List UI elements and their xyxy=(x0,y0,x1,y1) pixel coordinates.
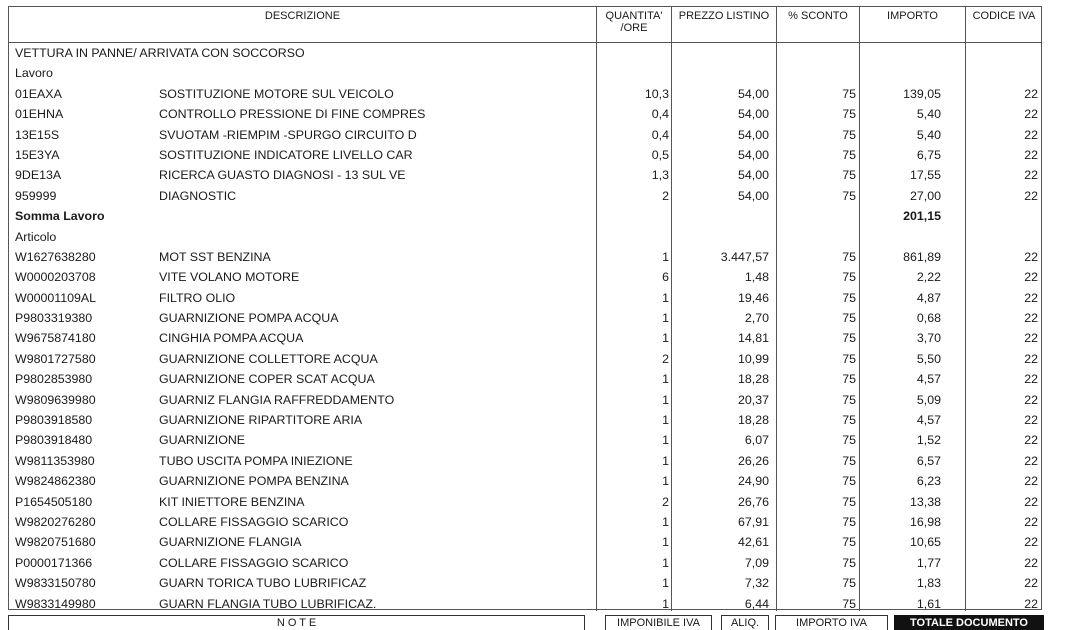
table-row xyxy=(9,349,1041,369)
cell-amt: 6,75 xyxy=(916,147,941,162)
cell-iva: 22 xyxy=(1024,596,1038,611)
table-row-section xyxy=(9,63,1041,83)
cell-qty: 1 xyxy=(662,433,669,448)
cell-qty: 1 xyxy=(662,372,669,387)
cell-amt: 5,50 xyxy=(916,351,941,366)
cell-qty: 2 xyxy=(662,494,669,509)
cell-desc: SOSTITUZIONE MOTORE SUL VEICOLO xyxy=(159,86,394,101)
cell-code: P0000171366 xyxy=(15,555,93,570)
cell-disc: 75 xyxy=(842,433,856,448)
cell-iva: 22 xyxy=(1024,555,1038,570)
cell-disc: 75 xyxy=(842,107,856,122)
cell-qty: 2 xyxy=(662,188,669,203)
cell-code: 959999 xyxy=(15,188,57,203)
cell-iva: 22 xyxy=(1024,331,1038,346)
cell-code: W9820276280 xyxy=(15,514,96,529)
table-row-sum xyxy=(9,206,1041,226)
cell-disc: 75 xyxy=(842,290,856,305)
cell-amt: 13,38 xyxy=(909,494,941,509)
cell-disc: 75 xyxy=(842,514,856,529)
cell-amt: 17,55 xyxy=(909,168,941,183)
table-row xyxy=(9,471,1041,491)
table-row xyxy=(9,594,1041,614)
cell-amt: 1,77 xyxy=(916,555,941,570)
cell-amt: 5,40 xyxy=(916,107,941,122)
cell-desc: MOT SST BENZINA xyxy=(159,249,271,264)
cell-price: 54,00 xyxy=(737,86,769,101)
cell-amt: 1,83 xyxy=(916,576,941,591)
cell-qty: 1 xyxy=(662,596,669,611)
cell-disc: 75 xyxy=(842,147,856,162)
cell-price: 42,61 xyxy=(737,535,769,550)
cell-disc: 75 xyxy=(842,474,856,489)
cell-disc: 75 xyxy=(842,188,856,203)
cell-amt: 0,68 xyxy=(916,311,941,326)
cell-desc: GUARN FLANGIA TUBO LUBRIFICAZ. xyxy=(159,596,377,611)
cell-price: 24,90 xyxy=(737,474,769,489)
cell-disc: 75 xyxy=(842,127,856,142)
cell-price: 6,44 xyxy=(744,596,769,611)
cell-iva: 22 xyxy=(1024,413,1038,428)
cell-amt: 861,89 xyxy=(903,249,941,264)
cell-qty: 1 xyxy=(662,555,669,570)
cell-price: 1,48 xyxy=(744,270,769,285)
cell-desc: SVUOTAM -RIEMPIM -SPURGO CIRCUITO D xyxy=(159,127,417,142)
cell-disc: 75 xyxy=(842,555,856,570)
table-row xyxy=(9,492,1041,512)
cell-code: P1654505180 xyxy=(15,494,93,509)
cell-desc: GUARNIZ FLANGIA RAFFREDDAMENTO xyxy=(159,392,395,407)
cell-disc: 75 xyxy=(842,331,856,346)
cell-qty: 1 xyxy=(662,535,669,550)
table-row xyxy=(9,104,1041,124)
footer-totale: TOTALE DOCUMENTO xyxy=(894,615,1044,630)
header-prezzo: PREZZO LISTINO xyxy=(678,10,770,22)
table-row xyxy=(9,430,1041,450)
section-label-lavoro: Lavoro xyxy=(15,66,53,81)
table-row xyxy=(9,328,1041,348)
cell-iva: 22 xyxy=(1024,514,1038,529)
cell-disc: 75 xyxy=(842,311,856,326)
table-header xyxy=(9,7,1041,43)
articolo-rows xyxy=(9,247,1041,614)
cell-desc: KIT INIETTORE BENZINA xyxy=(159,494,305,509)
section-title: VETTURA IN PANNE/ ARRIVATA CON SOCCORSO xyxy=(15,46,305,60)
cell-code: P9803918580 xyxy=(15,413,93,428)
cell-iva: 22 xyxy=(1024,372,1038,387)
cell-qty: 0,4 xyxy=(651,127,669,142)
cell-disc: 75 xyxy=(842,596,856,611)
cell-desc: COLLARE FISSAGGIO SCARICO xyxy=(159,514,349,529)
footer-imponibile: IMPONIBILE IVA xyxy=(605,615,712,630)
cell-desc: RICERCA GUASTO DIAGNOSI - 13 SUL VE xyxy=(159,168,406,183)
table-row xyxy=(9,410,1041,430)
cell-iva: 22 xyxy=(1024,270,1038,285)
cell-price: 7,32 xyxy=(744,576,769,591)
cell-disc: 75 xyxy=(842,270,856,285)
cell-disc: 75 xyxy=(842,86,856,101)
cell-amt: 139,05 xyxy=(903,86,941,101)
table-row xyxy=(9,553,1041,573)
cell-iva: 22 xyxy=(1024,433,1038,448)
cell-iva: 22 xyxy=(1024,107,1038,122)
cell-desc: CONTROLLO PRESSIONE DI FINE COMPRES xyxy=(159,107,426,122)
cell-qty: 1 xyxy=(662,576,669,591)
cell-iva: 22 xyxy=(1024,494,1038,509)
lavoro-rows xyxy=(9,84,1041,206)
cell-disc: 75 xyxy=(842,168,856,183)
cell-desc: SOSTITUZIONE INDICATORE LIVELLO CAR xyxy=(159,147,413,162)
cell-price: 54,00 xyxy=(737,188,769,203)
cell-desc: VITE VOLANO MOTORE xyxy=(159,270,300,285)
table-row xyxy=(9,369,1041,389)
cell-price: 10,99 xyxy=(737,351,769,366)
cell-iva: 22 xyxy=(1024,147,1038,162)
cell-qty: 2 xyxy=(662,351,669,366)
cell-code: P9803319380 xyxy=(15,311,93,326)
cell-amt: 3,70 xyxy=(916,331,941,346)
cell-desc: GUARNIZIONE COPER SCAT ACQUA xyxy=(159,372,375,387)
cell-code: W9820751680 xyxy=(15,535,96,550)
cell-iva: 22 xyxy=(1024,168,1038,183)
cell-code: W9824862380 xyxy=(15,474,96,489)
cell-price: 54,00 xyxy=(737,127,769,142)
cell-qty: 1 xyxy=(662,311,669,326)
cell-desc: GUARNIZIONE FLANGIA xyxy=(159,535,302,550)
cell-code: W9833149980 xyxy=(15,596,96,611)
cell-disc: 75 xyxy=(842,453,856,468)
table-row xyxy=(9,186,1041,206)
table-row xyxy=(9,390,1041,410)
cell-price: 3.447,57 xyxy=(720,249,769,264)
cell-code: 15E3YA xyxy=(15,147,60,162)
header-descrizione: DESCRIZIONE xyxy=(264,10,341,22)
cell-desc: GUARNIZIONE xyxy=(159,433,246,448)
table-row xyxy=(9,267,1041,287)
cell-disc: 75 xyxy=(842,351,856,366)
cell-desc: GUARN TORICA TUBO LUBRIFICAZ xyxy=(159,576,367,591)
footer-aliq: ALIQ. xyxy=(721,615,769,630)
cell-desc: FILTRO OLIO xyxy=(159,290,236,305)
cell-amt: 10,65 xyxy=(909,535,941,550)
cell-code: W0000203708 xyxy=(15,270,96,285)
sum-label: Somma Lavoro xyxy=(15,209,105,224)
header-quantita-line1: QUANTITA' xyxy=(605,10,663,22)
cell-price: 6,07 xyxy=(744,433,769,448)
cell-iva: 22 xyxy=(1024,576,1038,591)
header-codice-iva: CODICE IVA xyxy=(972,10,1036,22)
cell-qty: 1 xyxy=(662,392,669,407)
cell-disc: 75 xyxy=(842,372,856,387)
cell-desc: GUARNIZIONE RIPARTITORE ARIA xyxy=(159,413,363,428)
table-row xyxy=(9,125,1041,145)
cell-qty: 1,3 xyxy=(651,168,669,183)
cell-iva: 22 xyxy=(1024,290,1038,305)
cell-price: 26,76 xyxy=(737,494,769,509)
cell-qty: 10,3 xyxy=(644,86,669,101)
cell-desc: GUARNIZIONE POMPA ACQUA xyxy=(159,311,339,326)
table-row xyxy=(9,247,1041,267)
cell-amt: 2,22 xyxy=(916,270,941,285)
cell-code: W1627638280 xyxy=(15,249,96,264)
cell-desc: DIAGNOSTIC xyxy=(159,188,237,203)
table-row-title xyxy=(9,43,1041,63)
table-row xyxy=(9,145,1041,165)
cell-iva: 22 xyxy=(1024,474,1038,489)
cell-amt: 6,57 xyxy=(916,453,941,468)
cell-code: 9DE13A xyxy=(15,168,62,183)
footer-summary xyxy=(8,615,1048,630)
cell-qty: 0,5 xyxy=(651,147,669,162)
cell-desc: GUARNIZIONE COLLETTORE ACQUA xyxy=(159,351,378,366)
table-row xyxy=(9,165,1041,185)
header-quantita-line2: /ORE xyxy=(620,22,648,34)
cell-code: 01EHNA xyxy=(15,107,64,122)
cell-iva: 22 xyxy=(1024,249,1038,264)
cell-iva: 22 xyxy=(1024,188,1038,203)
table-body xyxy=(9,43,1041,614)
header-quantita xyxy=(597,7,671,43)
cell-iva: 22 xyxy=(1024,127,1038,142)
cell-price: 14,81 xyxy=(737,331,769,346)
cell-iva: 22 xyxy=(1024,86,1038,101)
cell-amt: 5,09 xyxy=(916,392,941,407)
cell-qty: 1 xyxy=(662,453,669,468)
cell-desc: COLLARE FISSAGGIO SCARICO xyxy=(159,555,349,570)
cell-disc: 75 xyxy=(842,576,856,591)
section-label-articolo: Articolo xyxy=(15,229,57,244)
table-row-section xyxy=(9,227,1041,247)
cell-desc: GUARNIZIONE POMPA BENZINA xyxy=(159,474,349,489)
cell-amt: 27,00 xyxy=(909,188,941,203)
cell-code: P9803918480 xyxy=(15,433,93,448)
cell-price: 7,09 xyxy=(744,555,769,570)
cell-code: W9811353980 xyxy=(15,453,95,468)
cell-code: W9809639980 xyxy=(15,392,96,407)
header-sconto: % SCONTO xyxy=(788,10,848,22)
cell-qty: 6 xyxy=(662,270,669,285)
cell-price: 54,00 xyxy=(737,107,769,122)
cell-price: 18,28 xyxy=(737,372,769,387)
footer-importo-iva: IMPORTO IVA xyxy=(775,615,888,630)
cell-disc: 75 xyxy=(842,249,856,264)
cell-qty: 1 xyxy=(662,249,669,264)
cell-disc: 75 xyxy=(842,494,856,509)
cell-price: 54,00 xyxy=(737,168,769,183)
cell-amt: 1,52 xyxy=(916,433,941,448)
cell-price: 67,91 xyxy=(737,514,769,529)
cell-price: 20,37 xyxy=(737,392,769,407)
cell-price: 18,28 xyxy=(737,413,769,428)
table-row xyxy=(9,288,1041,308)
cell-iva: 22 xyxy=(1024,311,1038,326)
cell-iva: 22 xyxy=(1024,392,1038,407)
invoice-table xyxy=(8,6,1042,610)
cell-amt: 4,87 xyxy=(916,290,941,305)
cell-amt: 16,98 xyxy=(909,514,941,529)
cell-amt: 4,57 xyxy=(916,372,941,387)
cell-disc: 75 xyxy=(842,413,856,428)
table-row xyxy=(9,308,1041,328)
cell-qty: 1 xyxy=(662,290,669,305)
cell-amt: 5,40 xyxy=(916,127,941,142)
cell-iva: 22 xyxy=(1024,453,1038,468)
table-row xyxy=(9,532,1041,552)
cell-price: 54,00 xyxy=(737,147,769,162)
cell-amt: 1,61 xyxy=(916,596,941,611)
table-row xyxy=(9,451,1041,471)
table-row xyxy=(9,84,1041,104)
cell-code: P9802853980 xyxy=(15,372,93,387)
cell-code: W9675874180 xyxy=(15,331,96,346)
cell-code: W9833150780 xyxy=(15,576,96,591)
cell-disc: 75 xyxy=(842,535,856,550)
cell-disc: 75 xyxy=(842,392,856,407)
cell-code: W9801727580 xyxy=(15,351,96,366)
cell-desc: CINGHIA POMPA ACQUA xyxy=(159,331,304,346)
cell-iva: 22 xyxy=(1024,535,1038,550)
cell-code: 01EAXA xyxy=(15,86,62,101)
cell-code: 13E15S xyxy=(15,127,60,142)
cell-qty: 1 xyxy=(662,474,669,489)
cell-price: 2,70 xyxy=(744,311,769,326)
table-row xyxy=(9,573,1041,593)
cell-qty: 0,4 xyxy=(651,107,669,122)
cell-amt: 6,23 xyxy=(916,474,941,489)
cell-amt: 4,57 xyxy=(916,413,941,428)
sum-value: 201,15 xyxy=(903,209,941,224)
cell-desc: TUBO USCITA POMPA INIEZIONE xyxy=(159,453,353,468)
cell-code: W00001109AL xyxy=(15,290,97,305)
footer-note: N O T E xyxy=(8,615,585,630)
header-importo: IMPORTO xyxy=(887,10,938,22)
cell-qty: 1 xyxy=(662,514,669,529)
cell-qty: 1 xyxy=(662,331,669,346)
cell-qty: 1 xyxy=(662,413,669,428)
cell-iva: 22 xyxy=(1024,351,1038,366)
cell-price: 19,46 xyxy=(737,290,769,305)
table-row xyxy=(9,512,1041,532)
cell-price: 26,26 xyxy=(737,453,769,468)
